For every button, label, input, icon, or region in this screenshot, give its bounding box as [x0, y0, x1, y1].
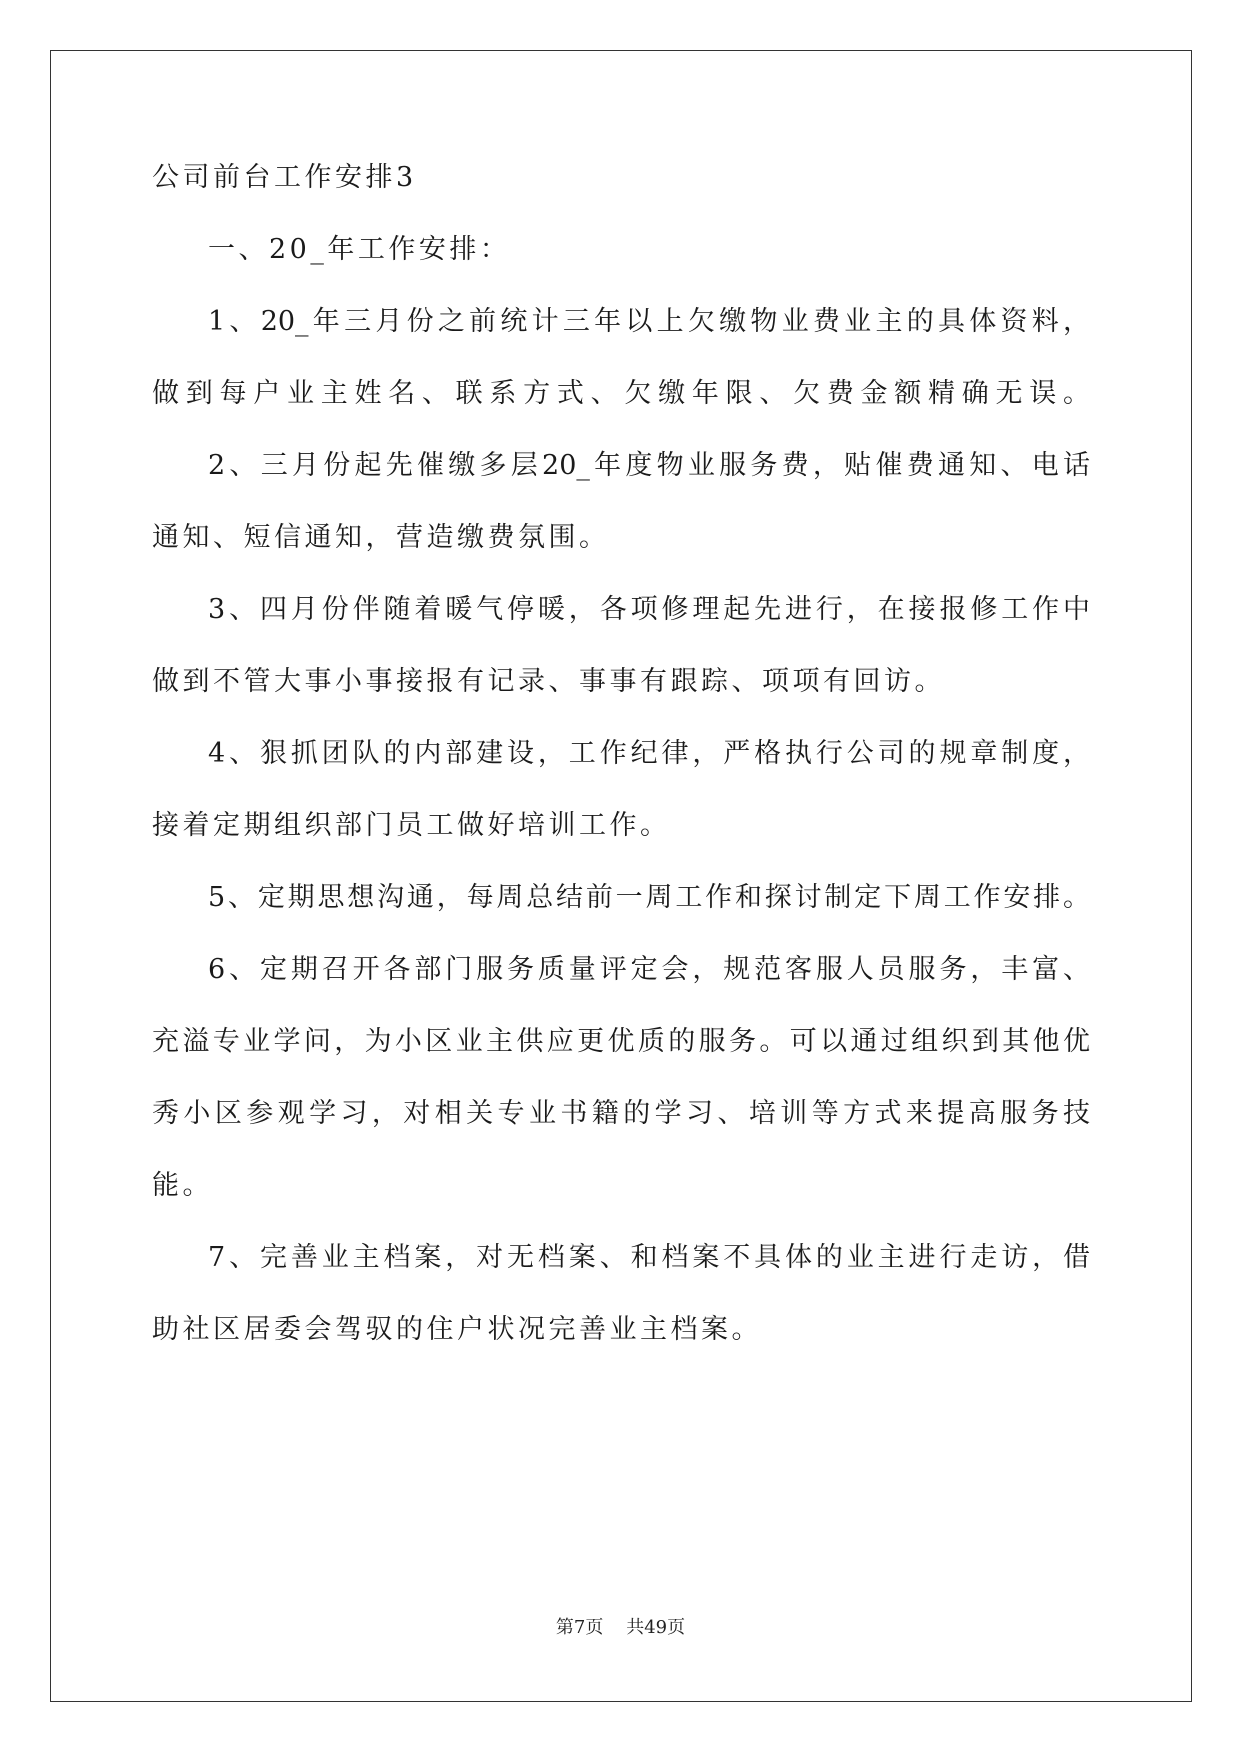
document-title: 公司前台工作安排3 — [152, 162, 417, 193]
paragraph-line: 做到不管大事小事接报有记录、事事有跟踪、项项有回访。 — [152, 666, 945, 697]
footer-spacer — [603, 1617, 626, 1638]
page-total: 共49页 — [626, 1617, 686, 1638]
paragraph-line: 7、完善业主档案，对无档案、和档案不具体的业主进行走访，借 — [208, 1242, 1090, 1273]
paragraph-line: 2、三月份起先催缴多层20_年度物业服务费，贴催费通知、电话 — [208, 450, 1090, 481]
page-border — [50, 50, 1192, 1702]
paragraph-line: 秀小区参观学习，对相关专业书籍的学习、培训等方式来提高服务技 — [152, 1098, 1090, 1129]
section-heading: 一、20_年工作安排： — [208, 234, 511, 265]
paragraph-line: 能。 — [152, 1170, 213, 1201]
paragraph-line: 5、定期思想沟通，每周总结前一周工作和探讨制定下周工作安排。 — [208, 882, 1090, 913]
paragraph-line: 助社区居委会驾驭的住户状况完善业主档案。 — [152, 1314, 762, 1345]
paragraph-line: 充溢专业学问，为小区业主供应更优质的服务。可以通过组织到其他优 — [152, 1026, 1090, 1057]
paragraph-line: 通知、短信通知，营造缴费氛围。 — [152, 522, 610, 553]
paragraph-line: 6、定期召开各部门服务质量评定会，规范客服人员服务，丰富、 — [208, 954, 1090, 985]
paragraph-line: 1、20_年三月份之前统计三年以上欠缴物业费业主的具体资料， — [208, 306, 1090, 337]
page-number: 第7页 — [555, 1617, 604, 1638]
paragraph-line: 4、狠抓团队的内部建设，工作纪律，严格执行公司的规章制度， — [208, 738, 1090, 769]
paragraph-line: 3、四月份伴随着暖气停暖，各项修理起先进行，在接报修工作中 — [208, 594, 1090, 625]
paragraph-line: 做到每户业主姓名、联系方式、欠缴年限、欠费金额精确无误。 — [152, 378, 1090, 409]
paragraph-line: 接着定期组织部门员工做好培训工作。 — [152, 810, 671, 841]
page-footer — [0, 1616, 1241, 1640]
